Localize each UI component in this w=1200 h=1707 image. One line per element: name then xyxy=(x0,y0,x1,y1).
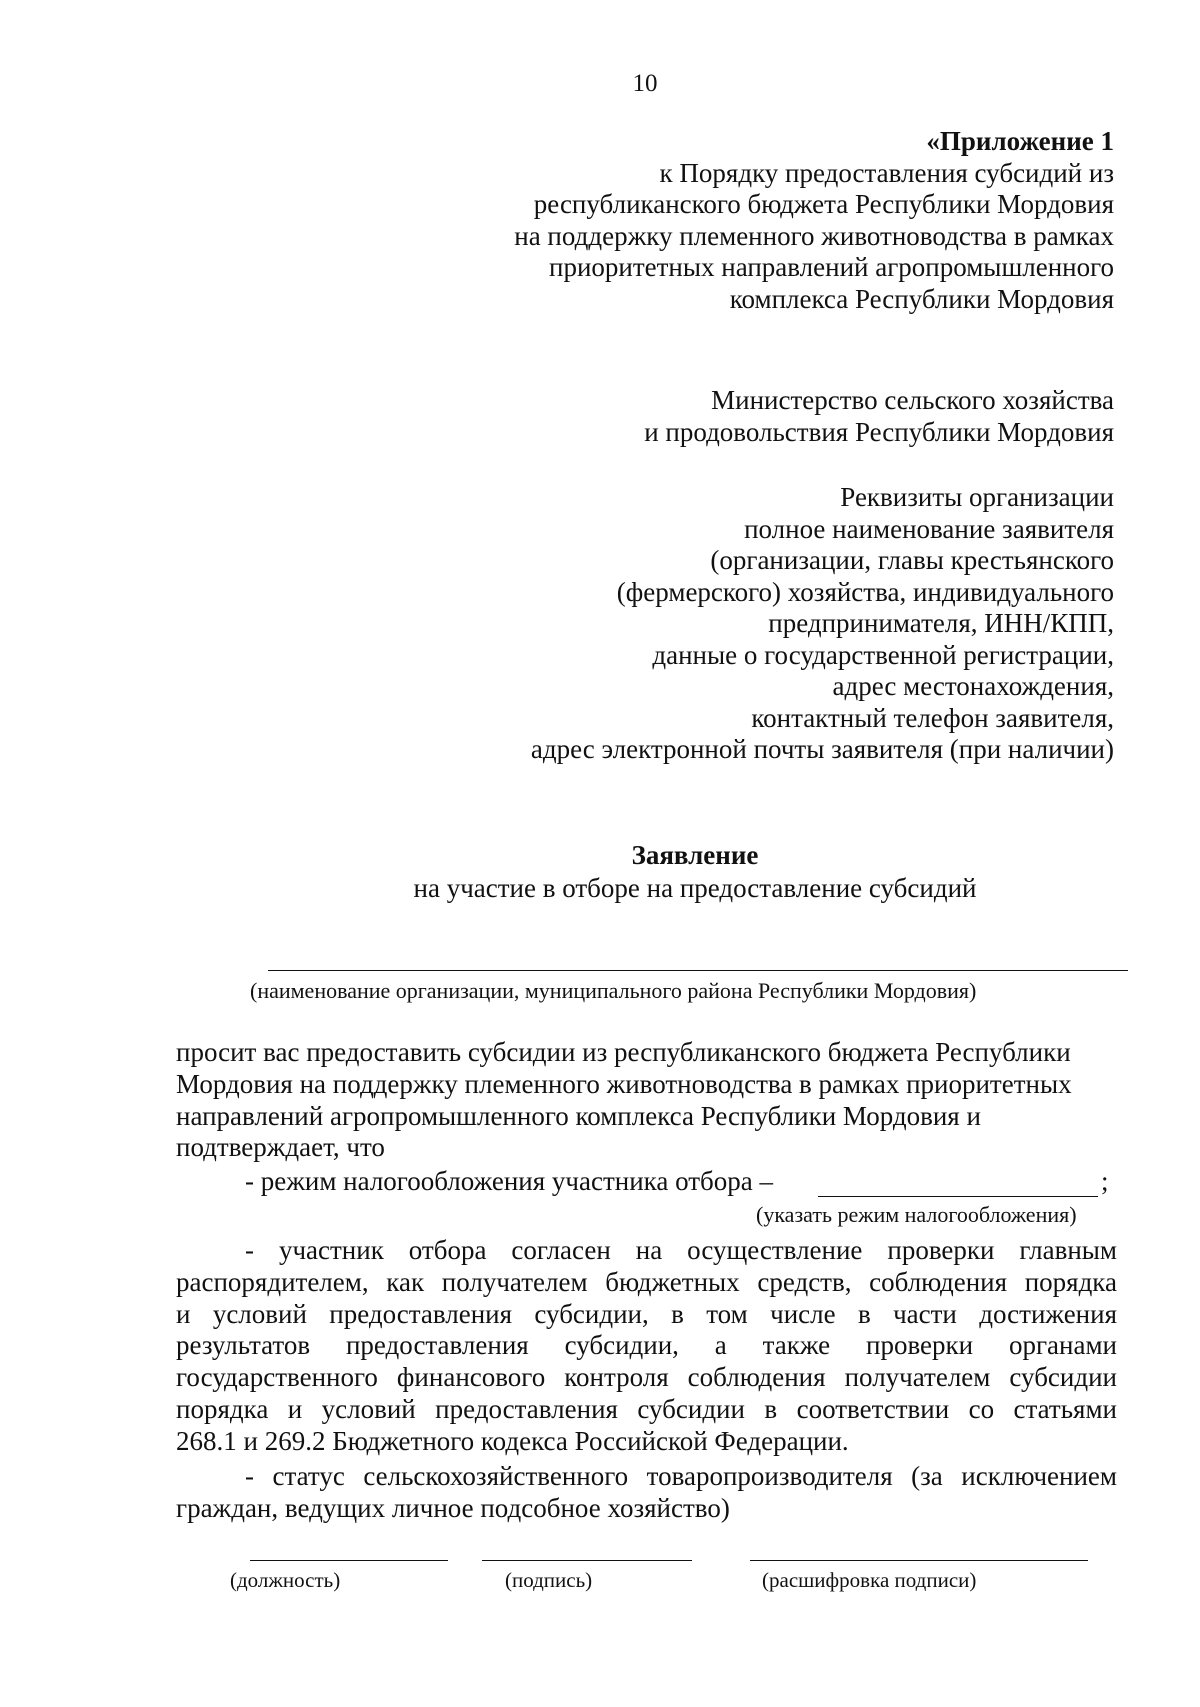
text-line: и условий предоставления субсидии, в том числе в части достижения xyxy=(176,1298,1117,1329)
signature-caption: (подпись) xyxy=(505,1568,593,1592)
appendix-line: на поддержку племенного животноводства в рамках xyxy=(514,220,1114,251)
tax-regime-field[interactable] xyxy=(818,1196,1098,1197)
request-paragraph xyxy=(176,1037,1117,1164)
text-line: государственного финансового контроля соблюдения получателем субсидии xyxy=(176,1362,1117,1393)
text-line: направлений агропромышленного комплекса Республики Мордовия и xyxy=(176,1100,981,1131)
text-line: распорядителем, как получателем бюджетных средств, соблюдения порядка xyxy=(176,1266,1117,1297)
appendix-line: к Порядку предоставления субсидий из xyxy=(659,157,1114,188)
text-line: - статус сельскохозяйственного товаропроизводителя (за исключением xyxy=(245,1461,1117,1491)
page-number: 10 xyxy=(632,70,658,97)
requisites-line: (фермерского) хозяйства, индивидуального xyxy=(616,576,1114,607)
applicant-requisites xyxy=(531,482,1114,766)
tax-regime-caption: (указать режим налогообложения) xyxy=(756,1202,1077,1227)
requisites-line: адрес электронной почты заявителя (при наличии) xyxy=(530,734,1114,764)
status-paragraph xyxy=(176,1461,1117,1525)
consent-paragraph xyxy=(176,1235,1117,1458)
tax-regime-line xyxy=(245,1166,773,1197)
statement-subtitle: на участие в отборе на предоставление субсидий xyxy=(413,873,977,903)
position-line[interactable] xyxy=(250,1560,448,1561)
signature-decoding-line[interactable] xyxy=(750,1560,1088,1561)
statement-title: Заявление xyxy=(631,840,759,870)
requisites-line: данные о государственной регистрации, xyxy=(652,639,1114,670)
text-line: просит вас предоставить субсидии из республиканского бюджета Республики xyxy=(176,1037,1071,1067)
signature-line[interactable] xyxy=(482,1560,692,1561)
text-line: - участник отбора согласен на осуществление проверки главным xyxy=(245,1235,1117,1265)
statement-body xyxy=(176,1037,1117,1164)
tax-regime-semicolon: ; xyxy=(1101,1166,1109,1196)
text-line: порядка и условий предоставления субсидии в соответствии со статьями xyxy=(176,1393,1117,1424)
appendix-header xyxy=(514,126,1114,315)
text-line: граждан, ведущих личное подсобное хозяйство) xyxy=(176,1492,730,1523)
text-line: 268.1 и 269.2 Бюджетного кодекса Российской Федерации. xyxy=(176,1425,849,1456)
organization-name-line[interactable] xyxy=(268,970,1128,971)
addressee-ministry xyxy=(644,385,1114,448)
text-line: подтверждает, что xyxy=(176,1132,385,1163)
requisites-line: Реквизиты организации xyxy=(840,482,1114,512)
requisites-line: предпринимателя, ИНН/КПП, xyxy=(768,608,1114,638)
appendix-line: комплекса Республики Мордовия xyxy=(729,283,1114,314)
requisites-line: (организации, главы крестьянского xyxy=(710,545,1114,575)
appendix-title: «Приложение 1 xyxy=(926,126,1114,156)
organization-name-caption: (наименование организации, муниципального района Республики Мордовия) xyxy=(250,978,977,1003)
ministry-line: и продовольствия Республики Мордовия xyxy=(644,416,1114,447)
text-line: результатов предоставления субсидии, а также проверки органами xyxy=(176,1330,1117,1361)
ministry-line: Министерство сельского хозяйства xyxy=(711,385,1114,415)
text-line: Мордовия на поддержку племенного животноводства в рамках приоритетных xyxy=(176,1068,1072,1099)
requisites-line: полное наименование заявителя xyxy=(744,513,1114,544)
appendix-line: приоритетных направлений агропромышленного xyxy=(549,252,1114,282)
appendix-line: республиканского бюджета Республики Мордовия xyxy=(533,189,1114,219)
position-caption: (должность) xyxy=(230,1568,341,1592)
signature-decoding-caption: (расшифровка подписи) xyxy=(762,1568,977,1592)
tax-regime-label: - режим налогообложения участника отбора – xyxy=(245,1166,774,1196)
requisites-line: адрес местонахождения, xyxy=(832,671,1114,701)
requisites-line: контактный телефон заявителя, xyxy=(751,702,1114,733)
